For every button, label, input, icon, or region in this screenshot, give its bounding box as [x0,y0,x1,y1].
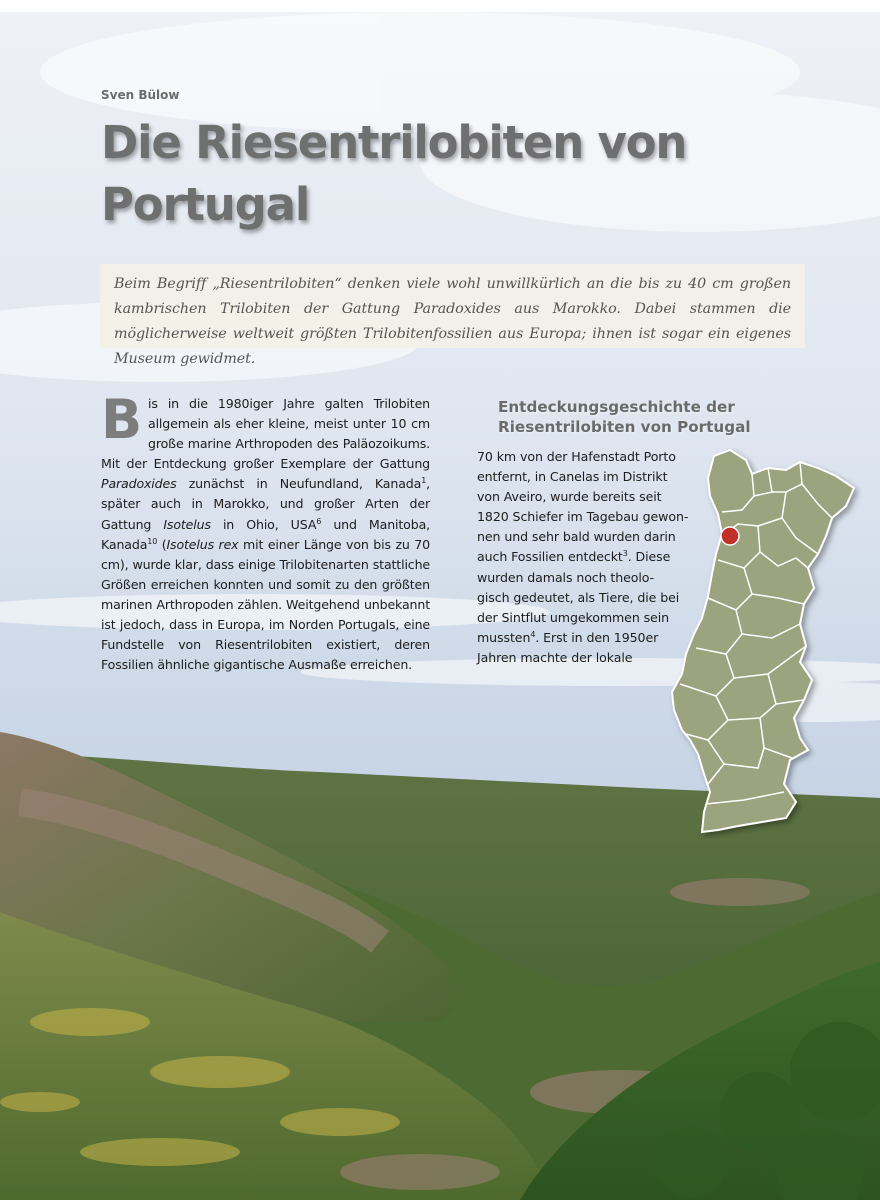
body-line: der Sintflut umgekommen sein [477,609,669,625]
body-text: mussten [477,629,531,645]
body-text: ( [157,536,167,552]
body-text: , später auch in Marokko, und großer Arten der Gattung [101,476,430,532]
section-heading-line-2: Riesentrilobiten von Portugal [498,418,751,436]
body-text: . Diese [627,549,671,565]
body-line: 70 km von der Hafenstadt Porto [477,449,676,464]
body-line: gisch gedeutet, als Tiere, die bei [477,589,680,605]
lead-box [100,264,805,367]
body-text: in Ohio, USA [210,516,317,532]
footnote-ref: 4 [530,629,536,639]
footnote-ref: 3 [622,549,628,559]
footnote-ref: 1 [421,476,427,486]
body-column-left [101,388,431,675]
body-line: entfernt, in Canelas im Distrikt [477,469,668,485]
body-text: und Manitoba, Kanada [101,516,430,552]
article-title [101,112,741,236]
body-text: . Erst in den 1950er [535,629,659,645]
footnote-ref: 10 [147,536,158,546]
location-marker [721,527,739,545]
genus-name: Isotelus [163,516,211,532]
body-text: is in die 1980iger Jahre galten Trilobiten allgemein als eher kleine, meist unter 10 cm große marine Arthropoden des Paläozoikums. Mit der Entdeckung großer Exemplare der Gattung [101,396,430,472]
body-line: von Aveiro, wurde bereits seit [477,489,662,505]
body-paragraph [101,388,431,675]
drop-cap: B [101,388,143,451]
genus-name: Paradoxides [101,476,177,492]
lead-text: Beim Begriff „Riesentrilobiten“ denken viele wohl unwillkürlich an die bis zu 40 cm großen kambrischen Trilobiten der Gattung Paradoxides aus Marokko. Dabei stammen die möglicherweise weltweit größten Trilobitenfossilien aus Europa; ihnen ist sogar ein eigenes Museum gewidmet. [114,276,791,367]
section-heading-line-1: Entdeckungsgeschichte der [498,398,735,416]
footnote-ref: 6 [316,516,322,526]
body-text: auch Fossilien entdeckt [477,549,623,565]
body-text: zunächst in Neufundland, Kanada [176,476,422,492]
body-text: mit einer Länge von bis zu 70 cm), wurde klar, dass einige Trilobitenarten stattliche Größen erreichen konnten und somit zu den größten marinen Arthropoden zählen. Weitgehend unbekannt ist jedoch, dass in Europa, im Norden Portugals, eine Fundstelle von Riesentrilobiten existiert, deren Fossilien ähnliche gigantische Ausmaße erreichen. [101,536,431,673]
portugal-map-icon [668,448,868,838]
body-line: 1820 Schiefer im Tagebau gewon- [477,509,689,525]
title-line-1: Die Riesentrilobiten von [101,116,687,169]
body-line: nen und sehr bald wurden darin [477,529,676,545]
title-line-2: Portugal [101,178,310,231]
species-name: Isotelus rex [166,536,239,552]
body-line: wurden damals noch theolo- [477,569,655,585]
section-heading [498,397,758,437]
body-line: Jahren machte der lokale [477,649,633,665]
author-byline: Sven Bülow [101,88,180,102]
